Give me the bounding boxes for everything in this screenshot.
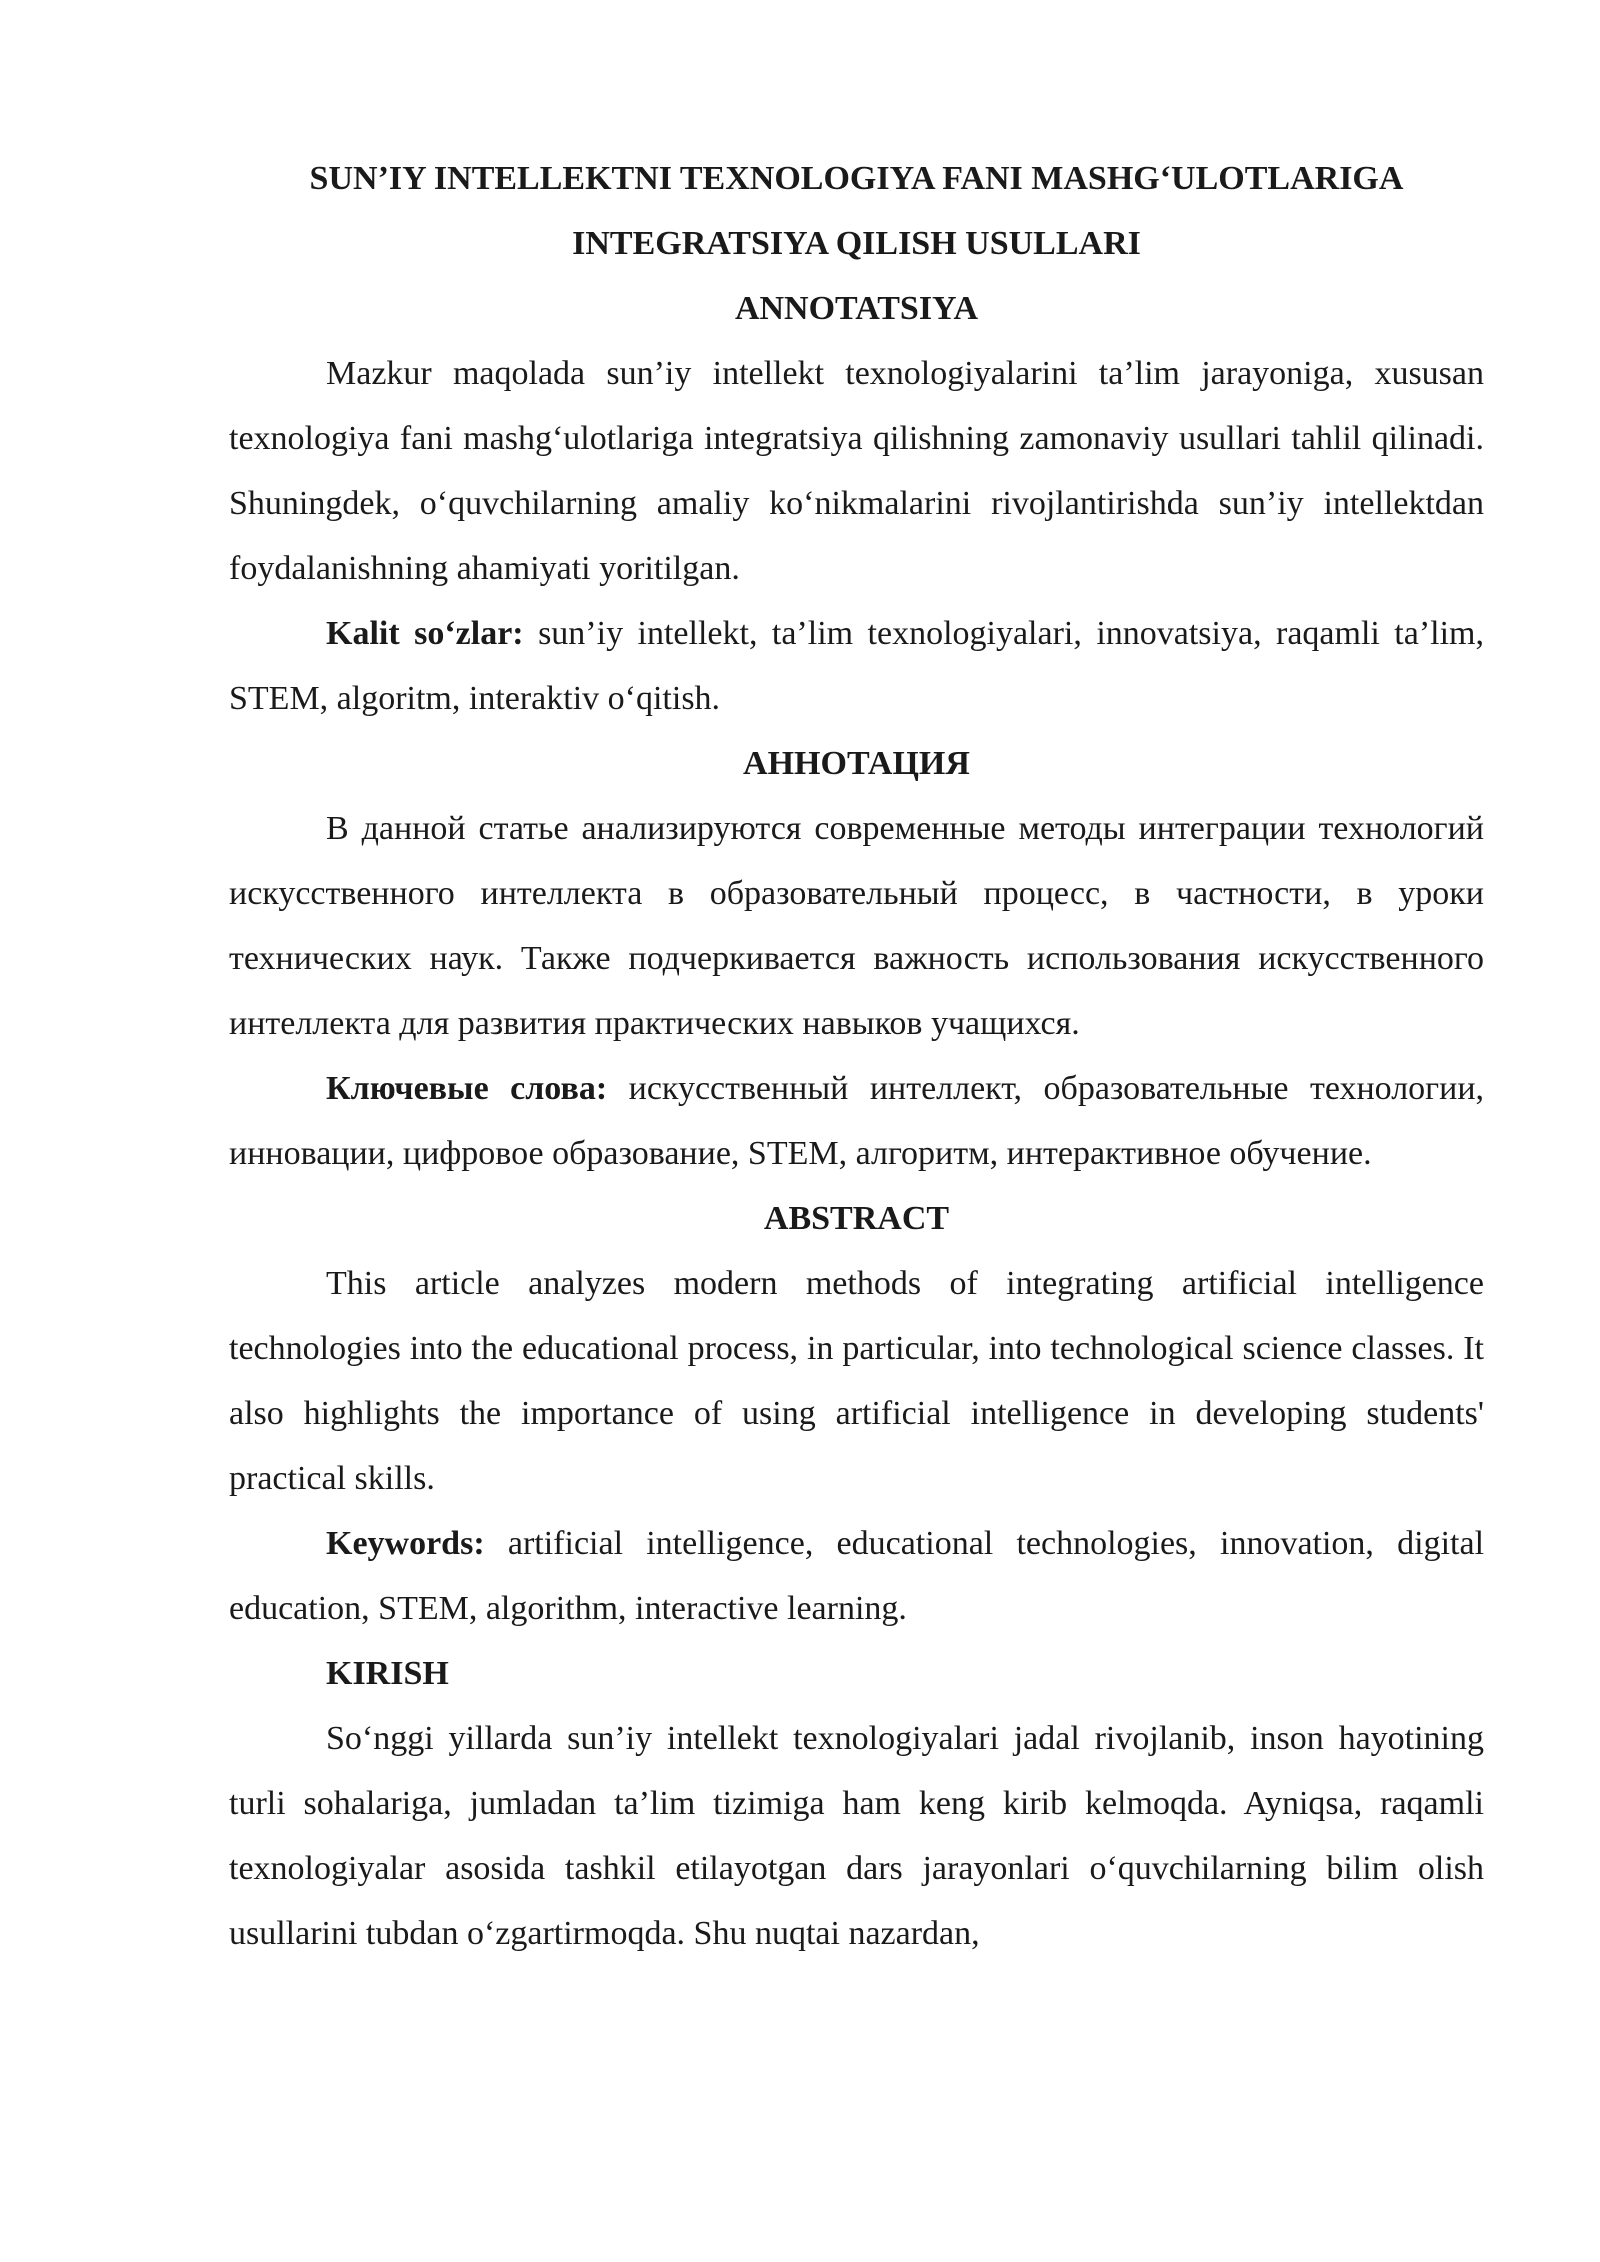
keywords-label-ru: Ключевые слова:: [326, 1070, 608, 1107]
keywords-text-en: artificial intelligence, educational technologies, innovation, digital education, STEM, algorithm, interactive learning.: [229, 1525, 1485, 1627]
annotatsiya-ru-paragraph: В данной статье анализируются современные методы интеграции технологий искусственного интеллекта в образовательный процесс, в частности, в уроки технических наук. Также подчеркивается важность использования искусственного интеллекта для развития практических навыков учащихся.: [229, 810, 1484, 1042]
annotatsiya-ru-keywords: [229, 1056, 1484, 1186]
abstract-paragraph: This article analyzes modern methods of integrating artificial intelligence technologies into the educational process, in particular, into technological science classes. It also highlights the importance of using artificial intelligence in developing students' practical skills.: [229, 1265, 1484, 1497]
abstract-keywords: [229, 1511, 1484, 1641]
annotatsiya-keywords: [229, 601, 1484, 731]
annotatsiya-ru-heading: АННОТАЦИЯ: [743, 745, 970, 782]
keywords-text-ru: искусственный интеллект, образовательные технологии, инновации, цифровое образование, STEM, алгоритм, интерактивное обучение.: [229, 1070, 1485, 1172]
annotatsiya-paragraph: Mazkur maqolada sun’iy intellekt texnologiyalarini ta’lim jarayoniga, xususan texnologiya fani mashg‘ulotlariga integratsiya qilishning zamonaviy usullari tahlil qilinadi. Shuningdek, o‘quvchilarning amaliy ko‘nikmalarini rivojlantirishda sun’iy intellektdan foydalanishning ahamiyati yoritilgan.: [229, 355, 1484, 587]
keywords-text-uz: sun’iy intellekt, ta’lim texnologiyalari, innovatsiya, raqamli ta’lim, STEM, algoritm, interaktiv o‘qitish.: [229, 615, 1485, 717]
kirish-paragraph: So‘nggi yillarda sun’iy intellekt texnologiyalari jadal rivojlanib, inson hayotining turli sohalariga, jumladan ta’lim tizimiga ham keng kirib kelmoqda. Ayniqsa, raqamli texnologiyalar asosida tashkil etilayotgan dars jarayonlari o‘quvchilarning bilim olish usullarini tubdan o‘zgartirmoqda. Shu nuqtai nazardan,: [229, 1720, 1484, 1952]
abstract-heading: ABSTRACT: [763, 1200, 950, 1237]
keywords-label-en: Keywords:: [326, 1525, 485, 1562]
article-title-line-1: SUN’IY INTELLEKTNI TEXNOLOGIYA FANI MASHG‘ULOTLARIGA: [309, 160, 1404, 197]
annotatsiya-heading: ANNOTATSIYA: [734, 290, 979, 327]
keywords-label-uz: Kalit so‘zlar:: [326, 615, 524, 652]
document-page: [229, 146, 1484, 1966]
kirish-heading: KIRISH: [326, 1655, 449, 1692]
article-title-line-2: INTEGRATSIYA QILISH USULLARI: [572, 225, 1141, 262]
